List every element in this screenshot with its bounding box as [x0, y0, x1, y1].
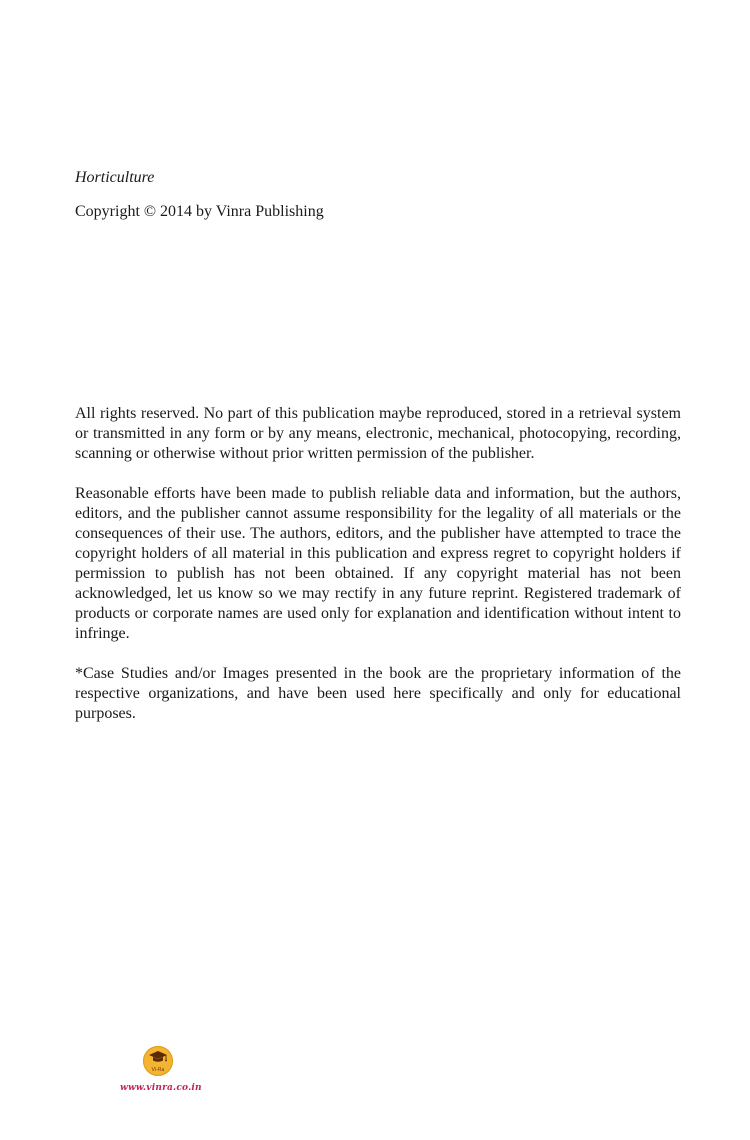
- copyright-notice: Copyright © 2014 by Vinra Publishing: [75, 203, 324, 220]
- publisher-url[interactable]: www.vinra.co.in: [120, 1083, 202, 1093]
- rights-reserved-paragraph: All rights reserved. No part of this publication maybe reproduced, stored in a retrieval system or transmitted in any form or by any means, electronic, mechanical, photocopying, recording, scanning or otherwise without prior written permission of the publisher.: [75, 405, 681, 462]
- publisher-logo: [143, 1046, 173, 1076]
- case-studies-paragraph: *Case Studies and/or Images presented in the book are the proprietary information of the respective organizations, and have been used here specifically and only for educational purposes.: [75, 665, 681, 722]
- disclaimer-paragraph: Reasonable efforts have been made to publish reliable data and information, but the authors, editors, and the publisher cannot assume responsibility for the legality of all materials or the consequences of their use. The authors, editors, and the publisher have attempted to trace the copyright holders of all material in this publication and express regret to copyright holders if permission to publish has not been obtained. If any copyright material has not been acknowledged, let us know so we may rectify in any future reprint. Registered trademark of products or corporate names are used only for explanation and identification without intent to infringe.: [75, 485, 681, 642]
- publisher-mark: [112, 1046, 204, 1096]
- legal-notice: [75, 404, 681, 744]
- logo-tag: Vi-Ra: [151, 1067, 165, 1073]
- book-title: Horticulture: [75, 169, 155, 186]
- graduation-cap-icon: [148, 1049, 168, 1065]
